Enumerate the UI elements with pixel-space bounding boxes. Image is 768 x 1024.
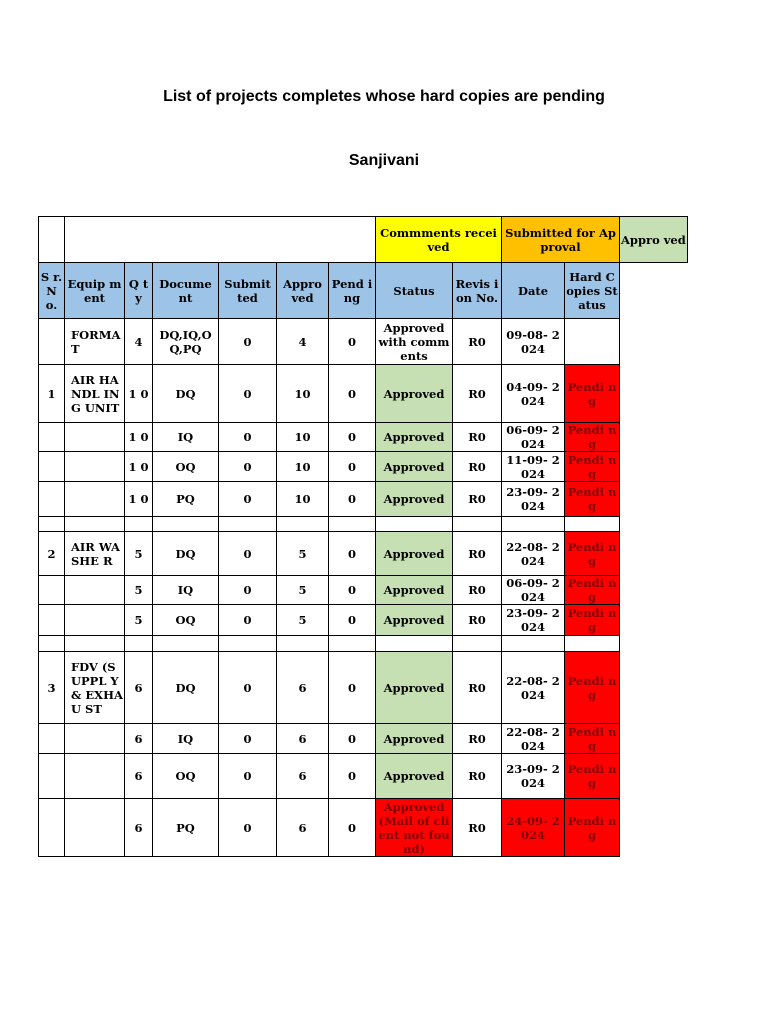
- cell-submitted: 0: [219, 652, 277, 724]
- cell-date: 23-09- 2024: [502, 754, 565, 799]
- cell-revision: R0: [453, 724, 502, 754]
- approved-group-header: Appro ved: [620, 217, 688, 263]
- table-row: [39, 482, 688, 517]
- cell-qty: 1 0: [125, 423, 153, 452]
- cell-hard-copies: [565, 319, 620, 365]
- cell-pending: 0: [329, 605, 376, 636]
- cell-revision: R0: [453, 532, 502, 576]
- cell-submitted: 0: [219, 423, 277, 452]
- cell-approved: 6: [277, 652, 329, 724]
- cell-pending: 0: [329, 576, 376, 605]
- cell-approved: 6: [277, 754, 329, 799]
- cell-submitted: 0: [219, 799, 277, 857]
- cell-qty: 6: [125, 652, 153, 724]
- cell-hard-copies: Pendi ng: [565, 452, 620, 482]
- col-srno: S r. N o.: [39, 263, 65, 319]
- cell-status: Approved (Mail of client not found): [376, 799, 453, 857]
- col-pending: Pend ing: [329, 263, 376, 319]
- table-row: [39, 799, 688, 857]
- cell-pending: 0: [329, 652, 376, 724]
- spacer-row: [39, 517, 688, 532]
- cell-submitted: 0: [219, 365, 277, 423]
- cell-equipment: [65, 605, 125, 636]
- cell-document: OQ: [153, 754, 219, 799]
- cell-qty: 5: [125, 605, 153, 636]
- cell-qty: 6: [125, 754, 153, 799]
- cell-pending: 0: [329, 724, 376, 754]
- cell-status: Approved: [376, 423, 453, 452]
- cell-qty: 1 0: [125, 452, 153, 482]
- cell-equipment: AIR WASHE R: [65, 532, 125, 576]
- cell-date: 22-08- 2024: [502, 652, 565, 724]
- cell-document: DQ: [153, 652, 219, 724]
- blank-cell: [39, 217, 65, 263]
- cell-status: Approved with comments: [376, 319, 453, 365]
- cell-qty: 6: [125, 724, 153, 754]
- table-row: [39, 319, 688, 365]
- blank-cell: [65, 217, 376, 263]
- cell-srno: [39, 605, 65, 636]
- cell-submitted: 0: [219, 576, 277, 605]
- cell-document: OQ: [153, 452, 219, 482]
- col-submitted: Submit ted: [219, 263, 277, 319]
- cell-equipment: [65, 423, 125, 452]
- table-row: [39, 365, 688, 423]
- cell-document: OQ: [153, 605, 219, 636]
- cell-revision: R0: [453, 365, 502, 423]
- cell-date: 11-09- 2024: [502, 452, 565, 482]
- cell-equipment: [65, 724, 125, 754]
- cell-hard-copies: Pendi ng: [565, 365, 620, 423]
- cell-status: Approved: [376, 576, 453, 605]
- cell-revision: R0: [453, 754, 502, 799]
- cell-hard-copies: Pendi ng: [565, 576, 620, 605]
- cell-document: PQ: [153, 482, 219, 517]
- cell-submitted: 0: [219, 754, 277, 799]
- cell-document: IQ: [153, 724, 219, 754]
- cell-status: Approved: [376, 452, 453, 482]
- cell-status: Approved: [376, 605, 453, 636]
- cell-hard-copies: Pendi ng: [565, 532, 620, 576]
- cell-document: DQ: [153, 532, 219, 576]
- cell-srno: [39, 452, 65, 482]
- cell-pending: 0: [329, 423, 376, 452]
- cell-hard-copies: Pendi ng: [565, 423, 620, 452]
- group-header-row: [39, 217, 688, 263]
- cell-srno: 1: [39, 365, 65, 423]
- cell-srno: [39, 724, 65, 754]
- comments-received-header: Commments received: [376, 217, 502, 263]
- table-row: [39, 532, 688, 576]
- table-row: [39, 576, 688, 605]
- cell-status: Approved: [376, 532, 453, 576]
- page-subtitle: Sanjivani: [348, 152, 420, 169]
- cell-date: 22-08- 2024: [502, 532, 565, 576]
- cell-qty: 6: [125, 799, 153, 857]
- cell-approved: 5: [277, 532, 329, 576]
- cell-document: IQ: [153, 423, 219, 452]
- cell-document: DQ,IQ,O Q,PQ: [153, 319, 219, 365]
- cell-pending: 0: [329, 482, 376, 517]
- cell-equipment: [65, 799, 125, 857]
- cell-equipment: [65, 576, 125, 605]
- col-hard-copies: Hard Copies Status: [565, 263, 620, 319]
- cell-pending: 0: [329, 452, 376, 482]
- cell-submitted: 0: [219, 319, 277, 365]
- table-row: [39, 754, 688, 799]
- page-title: List of projects completes whose hard copies are pending: [163, 88, 605, 105]
- cell-pending: 0: [329, 754, 376, 799]
- cell-approved: 5: [277, 576, 329, 605]
- cell-status: Approved: [376, 724, 453, 754]
- cell-equipment: [65, 482, 125, 517]
- cell-hard-copies: Pendi ng: [565, 605, 620, 636]
- cell-submitted: 0: [219, 452, 277, 482]
- cell-status: Approved: [376, 652, 453, 724]
- table-row: [39, 724, 688, 754]
- cell-equipment: FDV (SUPPL Y & EXHAU ST: [65, 652, 125, 724]
- cell-hard-copies: Pendi ng: [565, 724, 620, 754]
- cell-revision: R0: [453, 576, 502, 605]
- projects-table: [38, 216, 688, 857]
- table-row: [39, 605, 688, 636]
- cell-srno: [39, 319, 65, 365]
- cell-srno: [39, 799, 65, 857]
- cell-hard-copies: Pendi ng: [565, 754, 620, 799]
- column-header-row: [39, 263, 688, 319]
- cell-revision: R0: [453, 319, 502, 365]
- cell-qty: 4: [125, 319, 153, 365]
- cell-approved: 4: [277, 319, 329, 365]
- cell-submitted: 0: [219, 482, 277, 517]
- cell-approved: 10: [277, 452, 329, 482]
- cell-approved: 10: [277, 482, 329, 517]
- cell-srno: [39, 754, 65, 799]
- cell-equipment: [65, 754, 125, 799]
- cell-equipment: FORMA T: [65, 319, 125, 365]
- col-date: Date: [502, 263, 565, 319]
- cell-approved: 6: [277, 799, 329, 857]
- cell-approved: 10: [277, 423, 329, 452]
- col-revision: Revis ion No.: [453, 263, 502, 319]
- cell-revision: R0: [453, 652, 502, 724]
- cell-submitted: 0: [219, 532, 277, 576]
- cell-status: Approved: [376, 754, 453, 799]
- cell-pending: 0: [329, 365, 376, 423]
- cell-revision: R0: [453, 605, 502, 636]
- col-qty: Q ty: [125, 263, 153, 319]
- table-row: [39, 423, 688, 452]
- cell-document: IQ: [153, 576, 219, 605]
- cell-revision: R0: [453, 423, 502, 452]
- spacer-row: [39, 636, 688, 652]
- cell-document: PQ: [153, 799, 219, 857]
- table-row: [39, 452, 688, 482]
- cell-qty: 1 0: [125, 482, 153, 517]
- cell-status: Approved: [376, 365, 453, 423]
- cell-submitted: 0: [219, 724, 277, 754]
- cell-qty: 5: [125, 576, 153, 605]
- cell-hard-copies: Pendi ng: [565, 652, 620, 724]
- col-equipment: Equip ment: [65, 263, 125, 319]
- cell-srno: [39, 482, 65, 517]
- col-document: Docume nt: [153, 263, 219, 319]
- cell-date: 06-09- 2024: [502, 423, 565, 452]
- cell-pending: 0: [329, 799, 376, 857]
- cell-approved: 6: [277, 724, 329, 754]
- col-approved: Appro ved: [277, 263, 329, 319]
- cell-date: 06-09- 2024: [502, 576, 565, 605]
- cell-equipment: [65, 452, 125, 482]
- cell-date: 24-09- 2024: [502, 799, 565, 857]
- cell-revision: R0: [453, 799, 502, 857]
- cell-srno: [39, 576, 65, 605]
- cell-equipment: AIR HANDL ING UNIT: [65, 365, 125, 423]
- cell-document: DQ: [153, 365, 219, 423]
- cell-hard-copies: Pendi ng: [565, 799, 620, 857]
- cell-approved: 5: [277, 605, 329, 636]
- cell-date: 22-08- 2024: [502, 724, 565, 754]
- cell-date: 23-09- 2024: [502, 605, 565, 636]
- cell-date: 04-09- 2024: [502, 365, 565, 423]
- cell-hard-copies: Pendi ng: [565, 482, 620, 517]
- cell-revision: R0: [453, 482, 502, 517]
- cell-approved: 10: [277, 365, 329, 423]
- cell-srno: 2: [39, 532, 65, 576]
- cell-date: 23-09- 2024: [502, 482, 565, 517]
- cell-qty: 1 0: [125, 365, 153, 423]
- cell-submitted: 0: [219, 605, 277, 636]
- cell-status: Approved: [376, 482, 453, 517]
- submitted-for-approval-header: Submitted for Approval: [502, 217, 620, 263]
- cell-qty: 5: [125, 532, 153, 576]
- table-row: [39, 652, 688, 724]
- cell-srno: [39, 423, 65, 452]
- cell-srno: 3: [39, 652, 65, 724]
- cell-pending: 0: [329, 319, 376, 365]
- col-status: Status: [376, 263, 453, 319]
- cell-date: 09-08- 2024: [502, 319, 565, 365]
- cell-revision: R0: [453, 452, 502, 482]
- cell-pending: 0: [329, 532, 376, 576]
